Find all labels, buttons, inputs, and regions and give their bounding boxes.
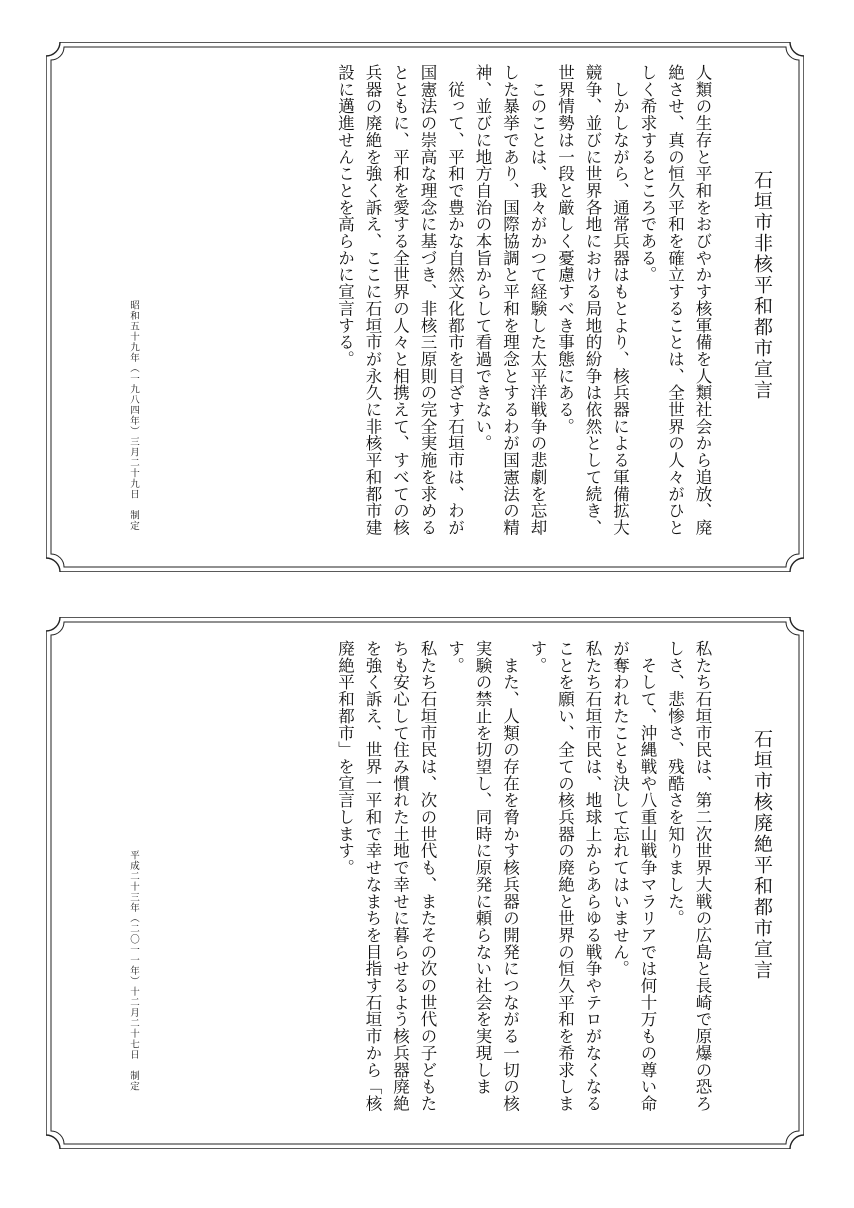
declaration-frame-2	[46, 617, 804, 1149]
declaration-frame-1	[46, 42, 804, 572]
declaration-body-1: 人類の生存と平和をおびやかす核軍備を人類社会から追放、廃絶させ、真の恒久平和を確立することは、全世界の人々がひとしく希求するところである。 しかしながら、通常兵器はもとより、核兵器による軍備拡大競争、並びに世界各地における局地的紛争は依然として続き、世界情勢は一段と厳しく憂慮すべき事態にある。 このことは、我々がかつて経験した太平洋戦争の悲劇を忘却した暴挙であり、国際協調と平和を理念とするわが国憲法の精神、並びに地方自治の本旨からして看過できない。 従って、平和で豊かな自然文化都市を目ざす石垣市は、わが国憲法の崇高な理念に基づき、非核三原則の完全実施を求めるとともに、平和を愛する全世界の人々と相携えて、すべての核兵器の廃絶を強く訴え、ここに石垣市が永久に非核平和都市建設に邁進せんことを高らかに宣言する。	[335, 64, 712, 536]
enactment-date-2: 平成二十三年（二〇一一年）十二月二十七日 制定	[128, 850, 139, 1092]
declaration-title-2: 石垣市核廃絶平和都市宣言	[751, 729, 773, 981]
declaration-title-1: 石垣市非核平和都市宣言	[751, 170, 773, 401]
enactment-date-1: 昭和五十九年（一九八四年）三月二十九日 制定	[128, 300, 139, 531]
declaration-body-2: 私たち石垣市民は、第二次世界大戦の広島と長崎で原爆の恐ろしさ、悲惨さ、残酷さを知りました。 そして、沖縄戦や八重山戦争マラリアでは何十万もの尊い命が奪われたことも決して忘れてはいません。 私たち石垣市民は、地球上からあらゆる戦争やテロがなくなることを願い、全ての核兵器の廃絶と世界の恒久平和を希求します。 また、人類の存在を脅かす核兵器の開発につながる一切の核実験の禁止を切望し、同時に原発に頼らない社会を実現します。 私たち石垣市民は、次の世代も、またその次の世代の子どもたちも安心して住み慣れた土地で幸せに暮らせるよう核兵器廃絶を強く訴え、世界一平和で幸せなまちを目指す石垣市から「核廃絶平和都市」を宣言します。	[335, 640, 712, 1112]
